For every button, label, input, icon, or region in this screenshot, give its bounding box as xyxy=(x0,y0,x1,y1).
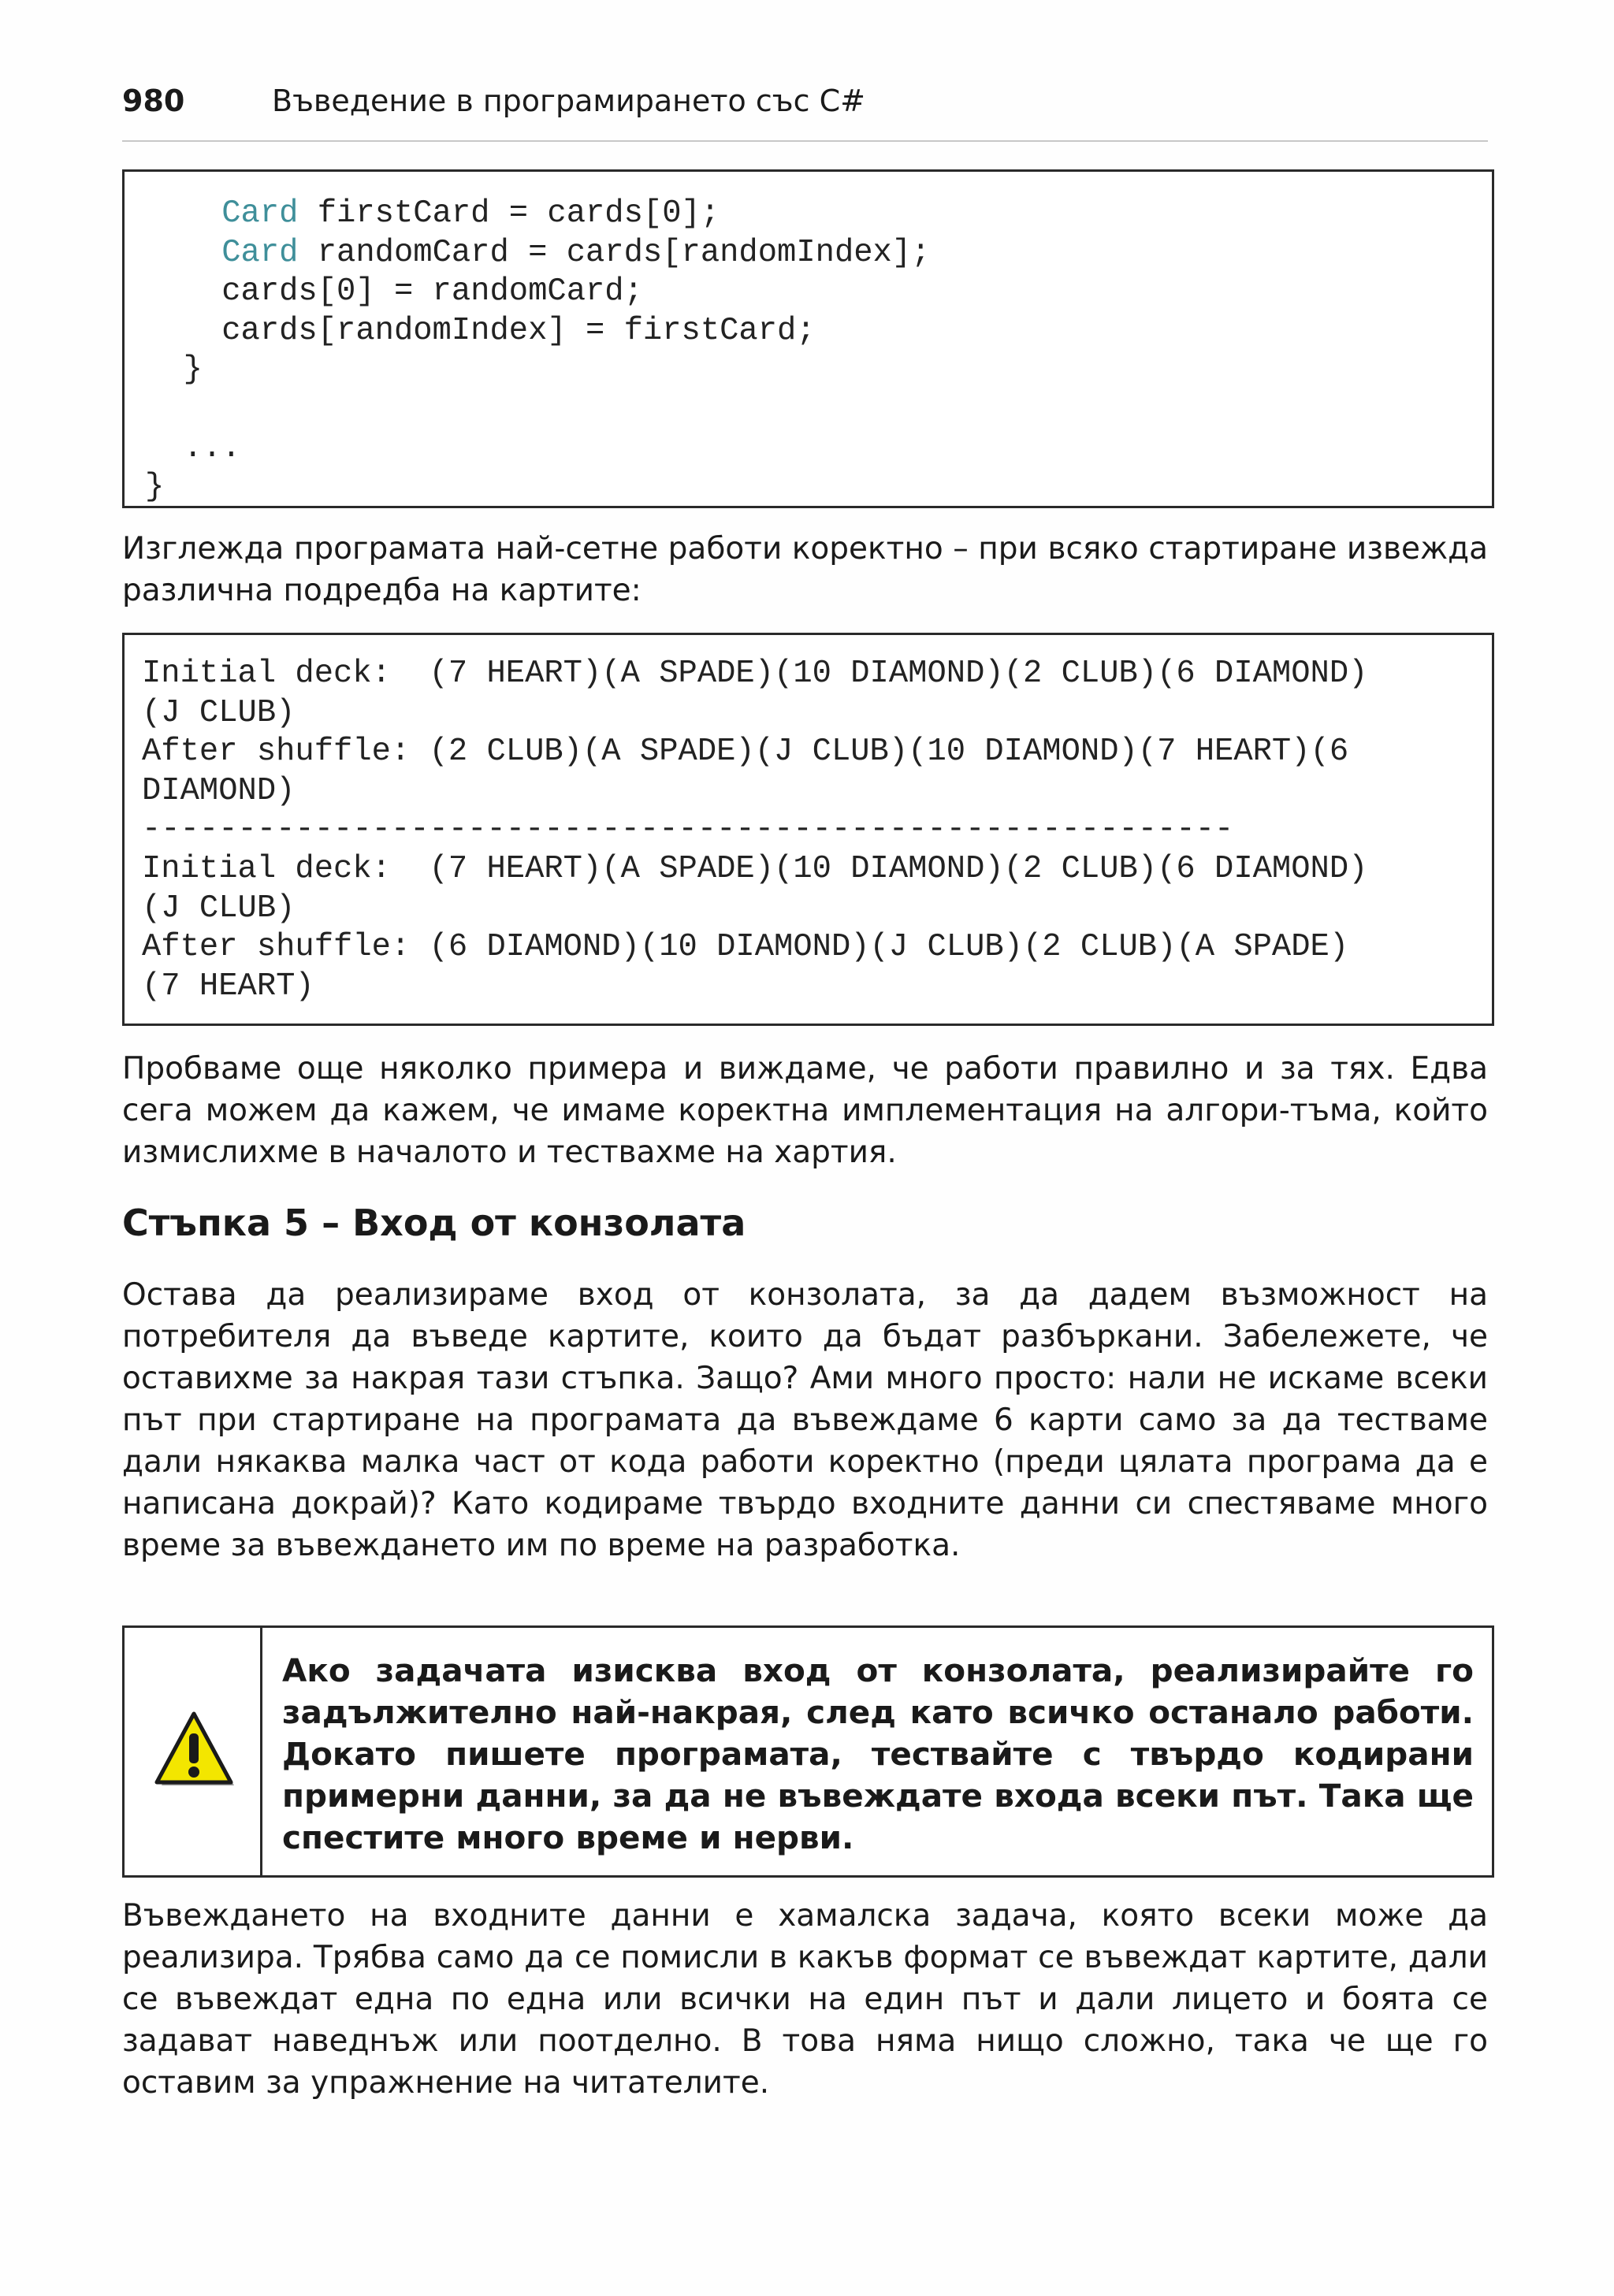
code-line: Card randomCard = cards[randomIndex]; xyxy=(221,234,931,271)
code-line: } xyxy=(183,351,203,388)
code-line: Card firstCard = cards[0]; xyxy=(221,195,720,232)
code-block-shuffle xyxy=(122,169,1494,508)
paragraph-console-input: Остава да реализираме вход от конзолата, за да дадем възможност на потребителя да въведе картите, които да бъдат разбъркани. Забележете, че оставихме за накрая тази стъпка. Защо? Ами много просто: нали не искаме всеки път при стартиране на програмата да въвеждаме 6 карти само за да тестваме дали някаква малка част от кода работи коректно (преди цялата програма да е написана докрай)? Като кодираме твърдо входните данни си спестяваме много време за въвеждането им по време на разработка. xyxy=(122,1277,1488,1563)
warning-icon-cell xyxy=(125,1628,262,1875)
code-line: cards[0] = randomCard; xyxy=(221,273,643,310)
paragraph-more-examples: Пробваме още няколко примера и виждаме, че работи правилно и за тях. Едва сега можем да кажем, че имаме коректна имплементация на алгори-тъма, който измислихме в началото и тествахме на хартия. xyxy=(122,1051,1488,1170)
warning-callout xyxy=(122,1625,1494,1878)
code-keyword: Card xyxy=(221,234,299,271)
warning-icon xyxy=(151,1711,237,1790)
code-keyword: Card xyxy=(221,195,299,232)
code-line: cards[randomIndex] = firstCard; xyxy=(221,312,816,349)
book-title: Въведение в програмирането със C# xyxy=(272,84,865,118)
warning-text: Ако задачата изисква вход от конзолата, реализирайте го задължително най-накрая, след като всичко останало работи. Докато пишете програмата, тествайте с твърдо кодирани примерни данни, за да не въвеждате входа всеки път. Така ще спестите много време и нерви. xyxy=(282,1651,1474,1856)
console-output-block xyxy=(122,633,1494,1026)
code-line: ... xyxy=(183,429,241,466)
paragraph-result-intro: Изглежда програмата най-сетне работи коректно – при всяко стартиране извежда различна подредба на картите: xyxy=(122,531,1488,608)
section-heading: Стъпка 5 – Вход от конзолата xyxy=(122,1202,746,1244)
console-output: Initial deck: (7 HEART)(A SPADE)(10 DIAMOND)(2 CLUB)(6 DIAMOND) (J CLUB) After shuffle: (2 CLUB)(A SPADE)(J CLUB)(10 DIAMOND)(7 HEART)(6 DIAMOND) --------------------------------------------------------- Initial deck: (7 HEART)(A SPADE)(10 DIAMOND)(2 CLUB)(6 DIAMOND) (J CLUB) After shuffle: (6 DIAMOND)(10 DIAMOND)(J CLUB)(2 CLUB)(A SPADE) (7 HEART) xyxy=(142,656,1368,1005)
page-number: 980 xyxy=(122,84,185,118)
page-header xyxy=(122,79,1488,142)
paragraph-input-exercise: Въвеждането на входните данни е хамалска задача, която всеки може да реализира. Трябва само да се помисли в какъв формат се въвеждат картите, дали се въвеждат една по една или всички на един път и дали лицето и боята се задават наведнъж или поотделно. В това няма нищо сложно, така че ще го оставим за упражнение на читателите. xyxy=(122,1898,1488,2101)
code-listing xyxy=(145,195,930,507)
code-line: } xyxy=(145,469,165,506)
